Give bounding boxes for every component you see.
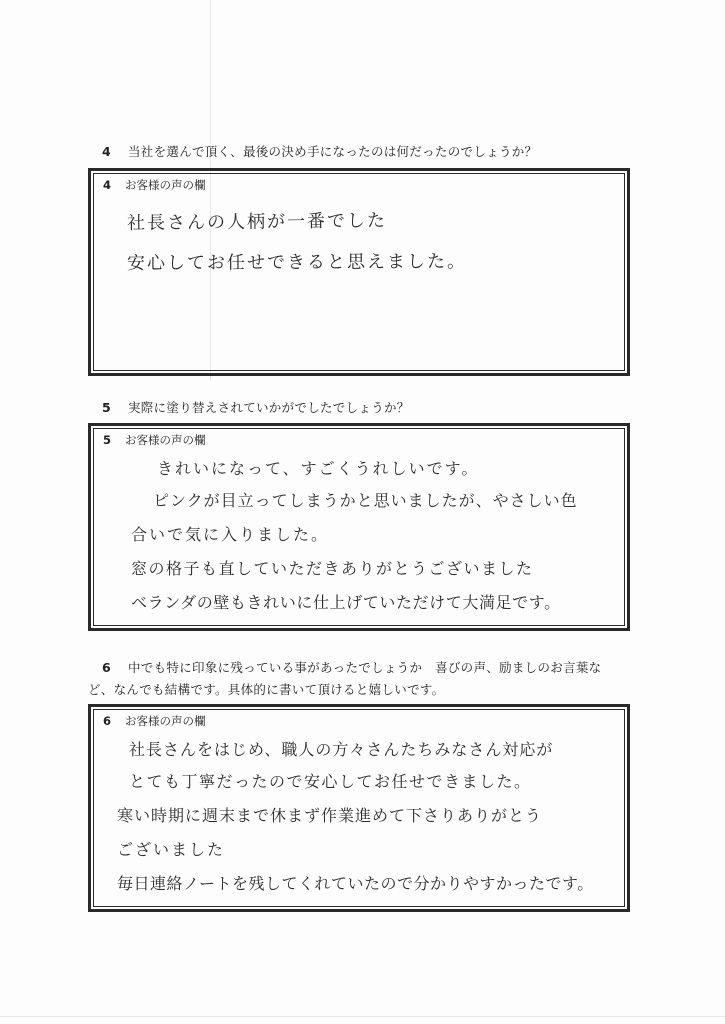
question-text: 当社を選んで頂く、最後の決め手になったのは何だったのでしょうか？ [128,144,538,159]
box-label-text: お客様の声の欄 [125,714,206,728]
handwritten-line: 社長さんをはじめ、職人の方々さんたちみなさん対応が [129,740,554,759]
handwritten-line: 安心してお任せできると思えました。 [126,251,468,274]
box-label [103,432,206,448]
handwritten-line: とても丁寧だったので安心してお任せできました。 [129,772,532,791]
handwritten-line: ございました [117,840,226,859]
question-number: 6 [102,660,111,675]
question-6-continuation [88,680,444,699]
question-6 [100,658,601,677]
question-number: 5 [102,400,111,415]
handwritten-line: 社長さんの人柄が一番でした [126,210,388,234]
box-label-text: お客様の声の欄 [125,178,206,192]
question-5 [100,398,410,417]
handwritten-line: きれいになって、すごくうれしいです。 [157,459,480,478]
paper-edge-line [0,1016,725,1017]
handwritten-line: 毎日連絡ノートを残してくれていたので分かりやすかったです。 [117,874,594,893]
handwritten-line: ピンクが目立ってしまうかと思いましたが、やさしい色 [153,491,578,510]
box-label [103,177,206,193]
handwritten-line: 合いで気に入りました。 [131,525,330,544]
question-text: 実際に塗り替えされていかがでしたでしょうか？ [128,400,410,415]
handwritten-line: 窓の格子も直していただきありがとうございました [131,559,534,578]
handwritten-line: 寒い時期に週末まで休まず作業進めて下さりありがとう [117,806,543,825]
question-text-line-1: 中でも特に印象に残っている事があったでしょうか 喜びの声、励ましのお言葉な [128,660,602,675]
question-number: 4 [102,144,111,159]
box-label-text: お客様の声の欄 [125,433,206,447]
question-4 [100,142,537,161]
answer-box-6 [88,704,630,912]
answer-box-4 [88,168,630,376]
question-text-line-2: ど、なんでも結構です。具体的に書いて頂けると嬉しいです。 [88,682,445,697]
box-number: 5 [103,433,112,447]
answer-box-5 [88,423,630,631]
box-number: 6 [103,714,112,728]
box-label [103,713,206,729]
handwritten-line: ベランダの壁もきれいに仕上げていただけて大満足です。 [131,593,561,612]
box-number: 4 [103,178,112,192]
